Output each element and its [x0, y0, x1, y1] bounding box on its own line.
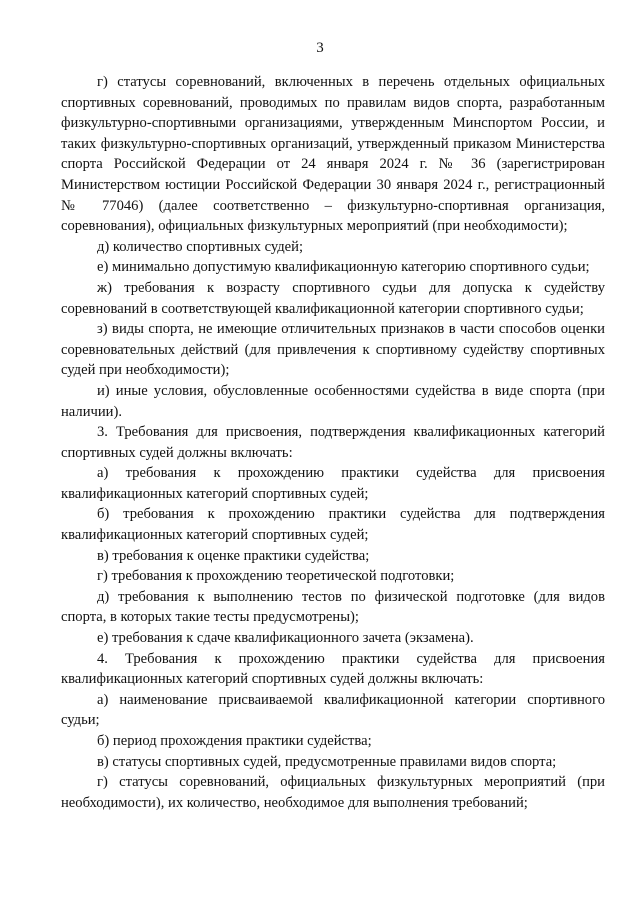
paragraph-item-i-other: и) иные условия, обусловленные особенностями судейства в виде спорта (при наличии).: [61, 382, 605, 420]
paragraph-item-g-statuses: г) статусы соревнований, включенных в перечень отдельных официальных спортивных соревнований, проводимых по правилам видов спорта, разработанным физкультурно-спортивными организациями, утвержденным Минспортом России, и таких физкультурно-спортивных организаций, утвержденный приказом Министерства спорта Российской Федерации от 24 января 2024 г. № 36 (зарегистрирован Министерством юстиции Российской Федерации 30 января 2024 г., регистрационный № 77046) (далее соответственно – физкультурно-спортивная организация, соревнования), официальных физкультурных мероприятий (при необходимости);: [61, 74, 605, 235]
paragraph-section-4: 4. Требования к прохождению практики судейства для присвоения квалификационных категорий спортивных судей должны включать:: [61, 650, 605, 688]
paragraph-3b: б) требования к прохождению практики судейства для подтверждения квалификационных категорий спортивных судей;: [61, 506, 605, 544]
paragraph-3e: е) требования к сдаче квалификационного зачета (экзамена).: [97, 630, 474, 647]
paragraph-section-3: 3. Требования для присвоения, подтверждения квалификационных категорий спортивных судей должны включать:: [61, 424, 605, 461]
paragraph-4a: а) наименование присваиваемой квалификационной категории спортивного судьи;: [61, 691, 605, 729]
paragraph-4g: г) статусы соревнований, официальных физкультурных мероприятий (при необходимости), их количество, необходимое для выполнения требований;: [61, 774, 605, 811]
paragraph-3d: д) требования к выполнению тестов по физической подготовке (для видов спорта, в которых такие тесты предусмотрены);: [61, 588, 605, 626]
paragraph-item-e-min-category: е) минимально допустимую квалификационную категорию спортивного судьи;: [97, 259, 590, 276]
document-body: [61, 72, 605, 813]
paragraph-4v: в) статусы спортивных судей, предусмотренные правилами видов спорта;: [97, 753, 557, 770]
page-number: 3: [316, 40, 324, 56]
paragraph-3g: г) требования к прохождению теоретической подготовки;: [97, 568, 455, 585]
paragraph-item-z-sports: з) виды спорта, не имеющие отличительных признаков в части способов оценки соревновательных действий (для привлечения к спортивному судейству спортивных судей при необходимости);: [61, 321, 605, 379]
paragraph-item-zh-age: ж) требования к возрасту спортивного судьи для допуска к судейству соревнований в соответствующей квалификационной категории спортивного судьи;: [61, 279, 605, 317]
paragraph-item-d-judges-count: д) количество спортивных судей;: [97, 238, 304, 255]
paragraph-3v: в) требования к оценке практики судейства;: [97, 547, 370, 564]
paragraph-3a: а) требования к прохождению практики судейства для присвоения квалификационных категорий спортивных судей;: [61, 465, 605, 502]
paragraph-4b: б) период прохождения практики судейства;: [97, 733, 372, 749]
